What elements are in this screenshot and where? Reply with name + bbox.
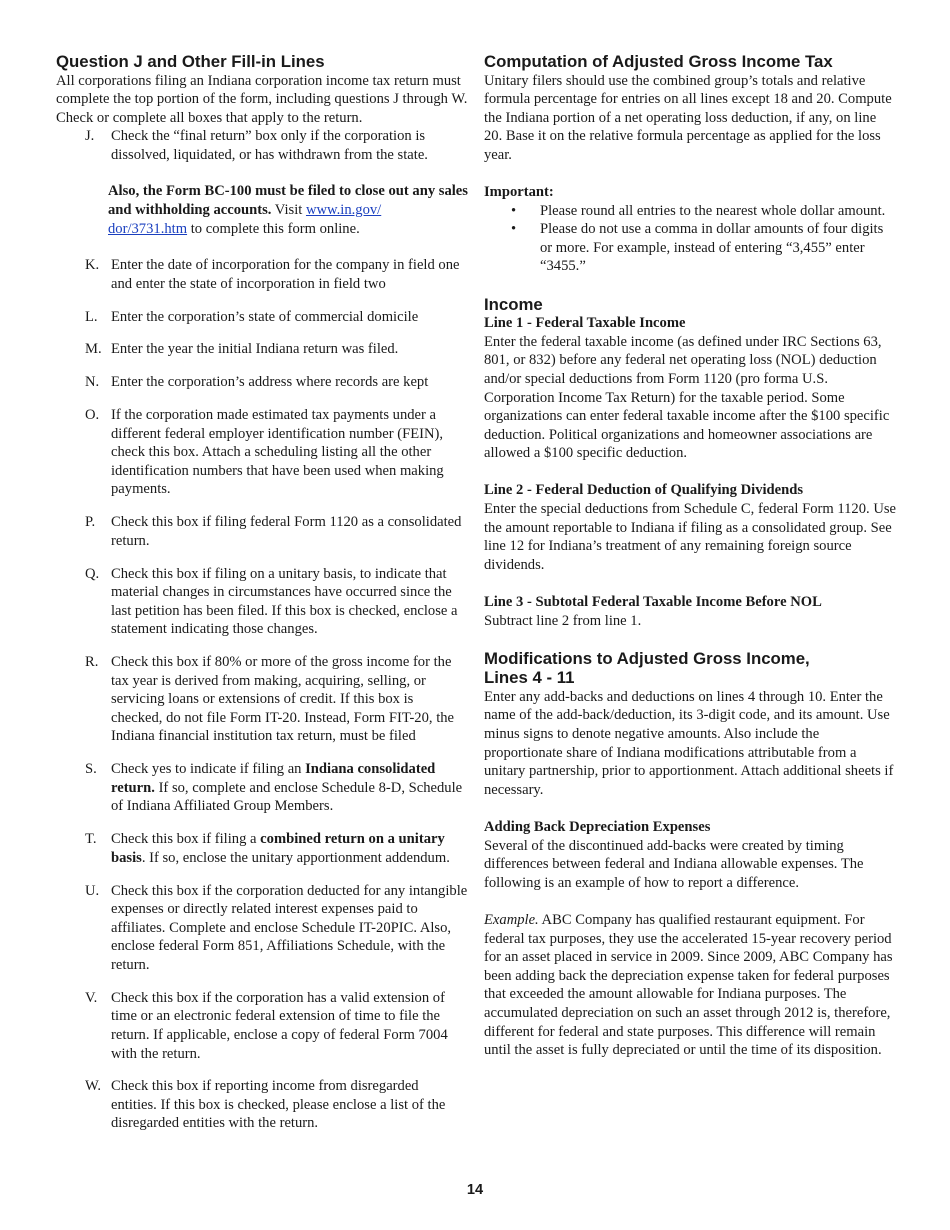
- computation-intro: Unitary filers should use the combined group’s totals and relative formula percentage for entries on all lines except 18 and 20. Compute the Indiana portion of a net operating loss deduction, if any, on line 20. Base it on the relative formula percentage as applied for the loss year.: [484, 72, 892, 163]
- income-heading: Income: [484, 294, 543, 314]
- list-item-l: [56, 308, 468, 327]
- depreciation-text: Several of the discontinued add-backs were created by timing differences between federal and Indiana allowable expenses. The following is an example of how to report a difference.: [484, 837, 864, 891]
- item-letter: T.: [85, 831, 97, 848]
- item-t-post: . If so, enclose the unitary apportionment addendum.: [141, 849, 450, 866]
- list-item-t: [56, 830, 468, 867]
- line2-text: Enter the special deductions from Schedule C, federal Form 1120. Use the amount reportable to Indiana if filing as a consolidated group. See line 12 for Indiana’s treatment of any remaining foreign source dividends.: [484, 501, 897, 573]
- bullet-text: Please do not use a comma in dollar amounts of four digits or more. For example, instead of entering “3,455” enter “3455.”: [540, 221, 884, 275]
- list-item-o: [56, 406, 468, 499]
- item-letter: M.: [85, 341, 102, 358]
- important-label: Important:: [484, 184, 554, 201]
- note-after: to complete this form online.: [187, 220, 360, 237]
- list-item-k: [56, 256, 468, 293]
- list-item-s: [56, 760, 468, 816]
- list-item-p: [56, 513, 468, 550]
- item-letter: K.: [85, 257, 100, 274]
- bullet-text: Please round all entries to the nearest whole dollar amount.: [540, 202, 886, 219]
- line1-title: Line 1 - Federal Taxable Income: [484, 315, 686, 332]
- item-text: If the corporation made estimated tax payments under a different federal employer identification number (FEIN), check this box. Attach a scheduling listing all the other identification numbers that have been used when making payments.: [111, 406, 444, 498]
- item-letter: L.: [85, 308, 98, 325]
- bullet-icon: •: [511, 221, 517, 238]
- bullet-item: [484, 220, 898, 276]
- item-letter: P.: [85, 514, 96, 531]
- modifications-heading-line1: Modifications to Adjusted Gross Income,: [484, 648, 810, 668]
- item-text: Check this box if the corporation deducted for any intangible expenses or directly related interest expenses paid to affiliates. Complete and enclose Schedule IT-20PIC. Also, enclose federal Form 851, Affiliations Schedule, with the return.: [111, 882, 468, 973]
- important-bullets: [484, 202, 898, 276]
- list-item-v: [56, 989, 468, 1063]
- item-text: Enter the date of incorporation for the company in field one and enter the state of incorporation in field two: [111, 257, 460, 292]
- item-letter: O.: [85, 406, 100, 423]
- list-item-u: [56, 882, 468, 975]
- item-text: Check this box if filing on a unitary basis, to indicate that material changes in circumstances have occurred since the last petition has been filed. If this box is checked, enclose a statement indicating those changes.: [111, 565, 458, 638]
- item-text: Check this box if filing federal Form 1120 as a consolidated return.: [111, 514, 462, 549]
- item-text: Check this box if the corporation has a valid extension of time or an electronic federal extension of time to file the return. If applicable, enclose a copy of federal Form 7004 with the return.: [111, 989, 448, 1062]
- list-items-k-r: [56, 256, 468, 746]
- item-s-bold: Indiana consolidated return.: [111, 761, 436, 796]
- section-heading-computation: Computation of Adjusted Gross Income Tax: [484, 52, 833, 71]
- list-item-m: [56, 340, 468, 359]
- item-t-pre: Check this box if filing a: [111, 831, 261, 848]
- item-text: Enter the corporation’s address where records are kept: [111, 374, 429, 391]
- item-letter: V.: [85, 989, 98, 1006]
- left-column: [56, 52, 468, 1147]
- modifications-heading: [484, 649, 898, 688]
- depreciation-title: Adding Back Depreciation Expenses: [484, 818, 711, 835]
- item-text: [111, 830, 468, 867]
- intro-paragraph: All corporations filing an Indiana corporation income tax return must complete the top portion of the form, including questions J through W. Check or complete all boxes that apply to the return.: [56, 72, 468, 126]
- line2-title: Line 2 - Federal Deduction of Qualifying Dividends: [484, 482, 804, 499]
- item-letter: W.: [85, 1078, 102, 1095]
- line3-title: Line 3 - Subtotal Federal Taxable Income Before NOL: [484, 594, 822, 611]
- item-text: Check the “final return” box only if the corporation is dissolved, liquidated, or has withdrawn from the state.: [111, 128, 428, 163]
- item-letter: Q.: [85, 565, 100, 582]
- note-bold: Also, the Form BC-100 must be filed to close out any sales and withholding accounts.: [108, 183, 468, 219]
- bullet-icon: •: [511, 202, 517, 219]
- section-heading-question-j: Question J and Other Fill-in Lines: [56, 52, 325, 71]
- line1-text: Enter the federal taxable income (as defined under IRC Sections 63, 801, or 832) before any federal net operating loss (NOL) deduction and/or special deductions from Form 1120 (pro forma U.S. Corporation Income Tax Return) for the taxable period. Some organizations can enter federal taxable income after the $100 specific deduction. Political organizations and homeowner associations are allowed a $100 specific deduction.: [484, 333, 890, 462]
- list-items-u-w: [56, 882, 468, 1134]
- list-item-w: [56, 1077, 468, 1133]
- item-letter: N.: [85, 374, 100, 391]
- list-item-q: [56, 565, 468, 639]
- item-letter: R.: [85, 654, 99, 671]
- item-s-post: If so, complete and enclose Schedule 8-D, Schedule of Indiana Affiliated Group Members.: [111, 779, 463, 815]
- dor-link-part2[interactable]: dor/3731.htm: [108, 220, 188, 237]
- dor-link-part1[interactable]: www.in.gov/: [305, 202, 382, 219]
- example-paragraph: [484, 911, 898, 1060]
- bc100-note: [56, 182, 468, 238]
- note-visit: Visit: [271, 202, 306, 219]
- item-text: Enter the corporation’s state of commercial domicile: [111, 308, 419, 325]
- line3-text: Subtract line 2 from line 1.: [484, 612, 642, 629]
- list-item-j: [56, 127, 468, 164]
- item-letter: U.: [85, 882, 100, 899]
- item-text: [111, 760, 468, 816]
- modifications-text: Enter any add-backs and deductions on lines 4 through 10. Enter the name of the add-back/deduction, its 3-digit code, and its amount. Use minus signs to denote negative amounts. Also include the proportionate share of Indiana modifications attributable from a unitary partnership, prior to apportionment. Attach additional sheets if necessary.: [484, 688, 894, 798]
- modifications-heading-line2: Lines 4 - 11: [484, 668, 575, 688]
- example-label: Example.: [484, 911, 539, 928]
- example-text: ABC Company has qualified restaurant equipment. For federal tax purposes, they use the accelerated 15-year recovery period for an asset placed in service in 2009. Since 2009, ABC Company has been adding back the depreciation expense taken for federal purposes that exceeded the amount allowable for Indiana purposes. The accumulated depreciation on such an asset through 2012 is, therefore, different for federal and state purposes. This difference will remain until the asset is fully depreciated or until the time of its disposition.: [484, 911, 893, 1059]
- list-item-r: [56, 653, 468, 746]
- item-text: Check this box if 80% or more of the gross income for the tax year is derived from making, acquiring, selling, or servicing loans or extensions of credit. If this box is checked, do not file Form IT-20. Instead, Form FIT-20, the Indiana financial institution tax return, must be filed: [111, 654, 455, 745]
- list-item-n: [56, 373, 468, 392]
- item-letter: S.: [85, 761, 97, 778]
- item-letter: J.: [85, 128, 95, 145]
- page-number: 14: [466, 1182, 484, 1198]
- item-t-bold: combined return on a unitary basis: [111, 831, 445, 866]
- item-s-pre: Check yes to indicate if filing an: [111, 761, 306, 778]
- right-column: [484, 52, 898, 1060]
- item-text: Enter the year the initial Indiana return was filed.: [111, 341, 399, 358]
- bullet-item: [484, 202, 898, 221]
- item-text: Check this box if reporting income from disregarded entities. If this box is checked, please enclose a list of the disregarded entities with the return.: [111, 1078, 446, 1132]
